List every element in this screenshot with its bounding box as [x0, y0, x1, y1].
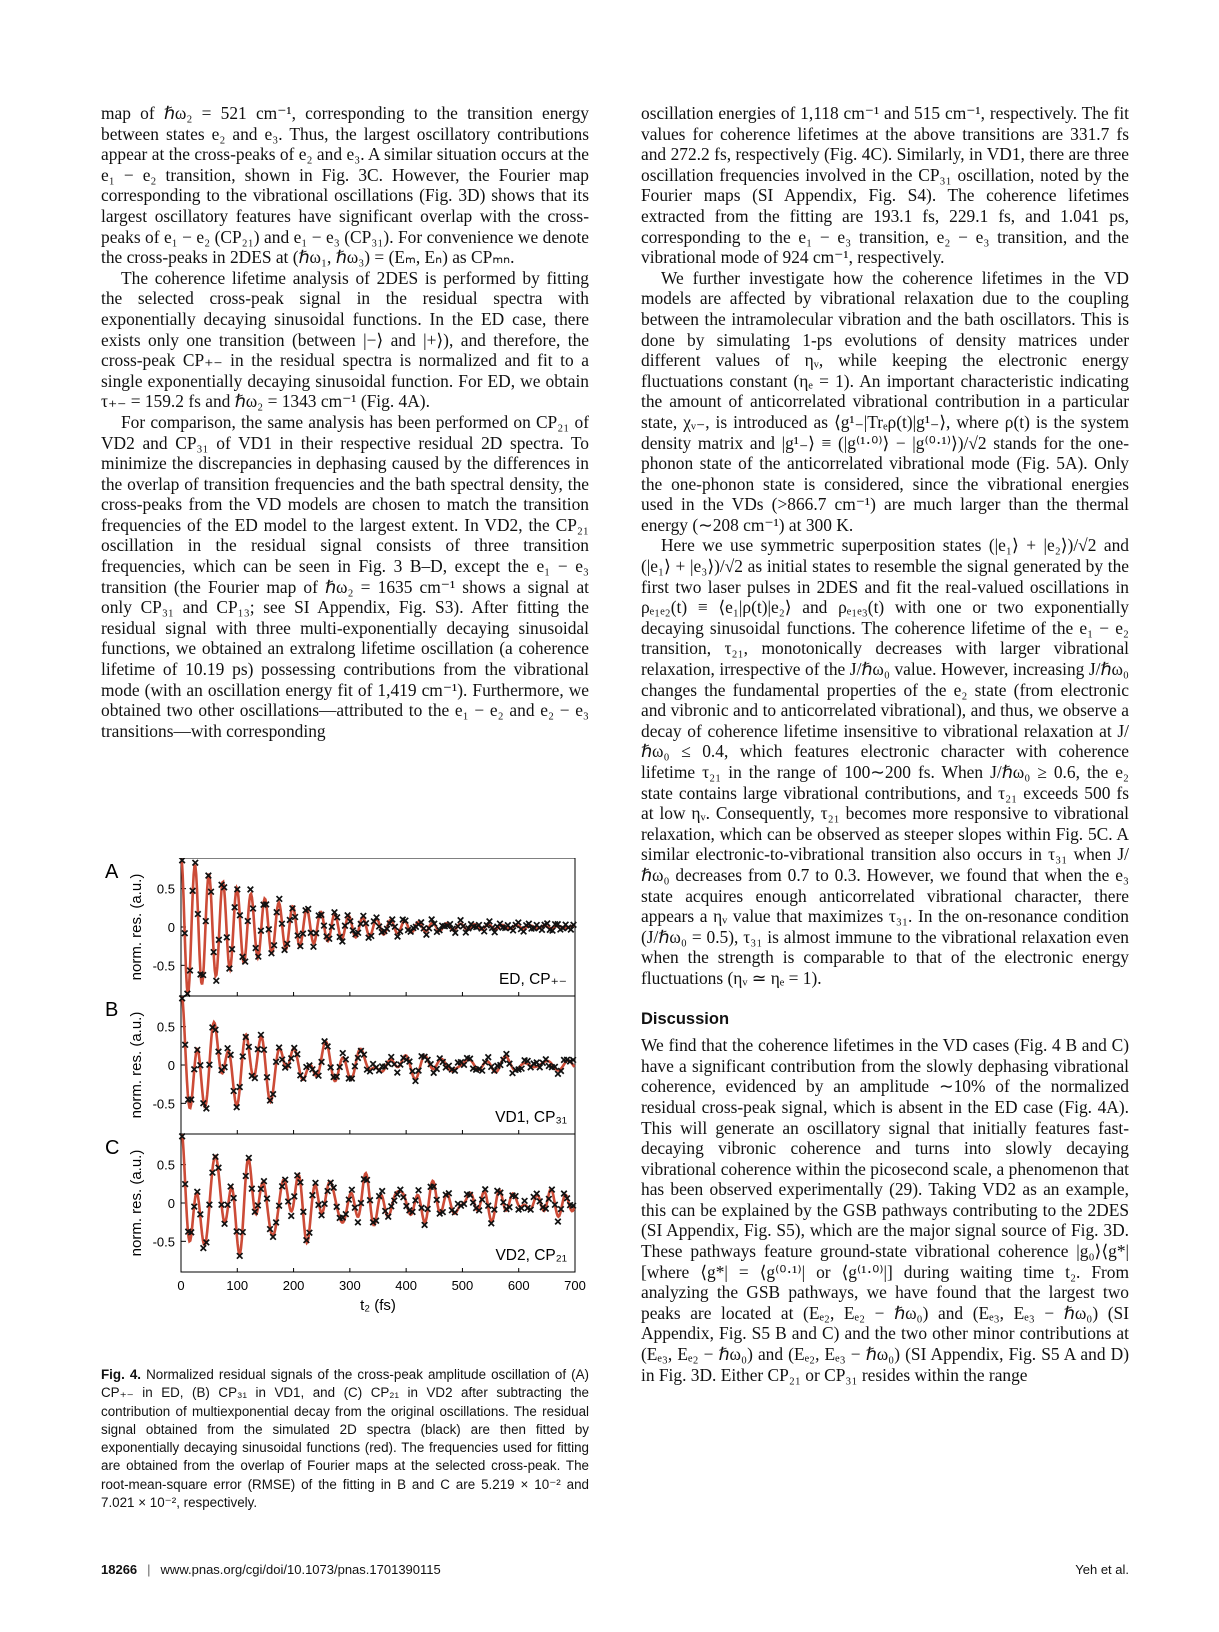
data-point	[349, 1187, 355, 1193]
y-tick-label: 0.5	[156, 881, 175, 897]
x-tick-label: 400	[395, 1278, 417, 1293]
x-tick-label: 500	[451, 1278, 474, 1293]
panel-label: VD1, CP₃₁	[495, 1109, 567, 1126]
data-point	[340, 1050, 346, 1056]
left-column	[101, 103, 589, 823]
y-tick-label: 0.5	[156, 1157, 175, 1173]
doi-link[interactable]: www.pnas.org/cgi/doi/10.1073/pnas.1701390115	[160, 1562, 441, 1577]
y-tick-label: 0	[167, 920, 175, 935]
right-column	[641, 103, 1129, 1385]
x-tick-label: 0	[177, 1278, 185, 1293]
y-tick-label: -0.5	[152, 1234, 175, 1250]
caption-text: Normalized residual signals of the cross-peak amplitude oscillation of (A) CP₊₋ in ED, (B) CP₃₁ in VD1, and (C) CP₂₁ in VD2 after subtracting the contribution of multiexponential decay from the original oscillations. The residual signal obtained from the simulated 2D spectra (black) are then fitted by exponentially decaying sinusoidal functions (red). The frequencies used for fitting are obtained from the overlap of Fourier maps at the selected cross-peak. The root-mean-square error (RMSE) of the fitting in B and C are 5.219 × 10⁻² and 7.021 × 10⁻², respectively.	[101, 1367, 589, 1511]
data-point	[201, 1245, 207, 1251]
panel-label: VD2, CP₂₁	[495, 1247, 567, 1264]
data-point	[555, 1219, 561, 1225]
y-tick-label: 0	[167, 1196, 175, 1211]
page-footer	[101, 1562, 1129, 1577]
panel-a	[105, 858, 576, 997]
data-point	[485, 1054, 491, 1060]
data-point	[379, 1188, 385, 1194]
data-point	[522, 1198, 528, 1204]
data-point	[288, 1213, 294, 1219]
body-paragraph: oscillation energies of 1,118 cm⁻¹ and 515 cm⁻¹, respectively. The fit values for coherence lifetimes at the above transitions are 331.7 fs and 272.2 fs, respectively (Fig. 4C). Similarly, in VD1, there are three oscillation frequencies involved in the CP₃₁ oscillation, noted by the Fourier maps (SI Appendix, Fig. S4). The coherence lifetimes extracted from the fitting are 193.1 fs, 229.1 fs, and 1.041 ps, corresponding to the e₁ − e₃ transition, e₂ − e₃ transition, and the vibrational mode of 924 cm⁻¹, respectively.	[641, 103, 1129, 268]
footer-separator: |	[147, 1562, 151, 1577]
x-tick-label: 300	[339, 1278, 361, 1293]
body-paragraph: For comparison, the same analysis has been performed on CP₂₁ of VD2 and CP₃₁ of VD1 in their respective residual 2D spectra. To minimize the discrepancies in dephasing caused by the differences in the overlap of transition frequencies and the bath spectral density, the cross-peaks from the VD models are chosen to match the transition frequencies of the ED model to the largest extent. In VD2, the CP₂₁ oscillation in the residual signal consists of three transition frequencies, which can be seen in Fig. 3 B–D, except the e₁ − e₃ transition (the Fourier map of ℏω₂ = 1635 cm⁻¹ shows a signal at only CP₃₁ and CP₁₃; see SI Appendix, Fig. S3). After fitting the residual signal with three multi-exponentially decaying sinusoidal functions, we obtained an extralong lifetime oscillation (a coherence lifetime of 10.19 ps) possessing contributions from the vibrational mode (with an oscillation energy fit of 1,419 cm⁻¹). Furthermore, we obtained two other oscillations—attributed to the e₁ − e₂ and e₂ − e₃ transitions—with corresponding	[101, 411, 589, 741]
body-paragraph: We further investigate how the coherence lifetimes in the VD models are affected by vibrational relaxation due to the coupling between the intramolecular vibration and the bath oscillators. This is done by simulating 1-ps evolutions of density matrices under different values of ηᵥ, while keeping the electronic energy fluctuations constant (ηₑ = 1). An important characteristic indicating the amount of anticorrelated vibrational contribution in a particular state, χᵥ₋, is introduced as ⟨g¹₋|Trₑρ(t)|g¹₋⟩, where ρ(t) is the system density matrix and |g¹₋⟩ ≡ (|g⁽¹·⁰⁾⟩ − |g⁽⁰·¹⁾⟩)/√2 stands for the one-phonon state of the anticorrelated vibrational mode (Fig. 5A). Only the one-phonon state is considered, since the vibrational energies used in the VDs (>866.7 cm⁻¹) are much larger than the thermal energy (∼208 cm⁻¹) at 300 K.	[641, 267, 1129, 535]
panel-b	[105, 996, 576, 1135]
x-axis-label: t₂ (fs)	[360, 1297, 396, 1314]
panel-label: ED, CP₊₋	[498, 971, 567, 988]
y-tick-label: 0	[167, 1058, 175, 1073]
x-tick-label: 200	[282, 1278, 305, 1293]
data-point	[395, 1070, 401, 1076]
panel-c	[105, 1134, 576, 1273]
y-tick-label: -0.5	[152, 958, 175, 974]
data-point	[213, 978, 219, 984]
y-axis-label: norm. res. (a.u.)	[128, 873, 145, 981]
running-authors: Yeh et al.	[1075, 1562, 1129, 1577]
body-paragraph: The coherence lifetime analysis of 2DES is performed by fitting the selected cross-peak signal in the residual spectra with exponentially decaying sinusoidal functions. In the ED case, there exists only one transition (between |−⟩ and |+⟩), and therefore, the cross-peak CP₊₋ in the residual spectra is normalized and fit to a single exponentially decaying sinusoidal function. For ED, we obtain τ₊₋ = 159.2 fs and ℏω₂ = 1343 cm⁻¹ (Fig. 4A).	[101, 267, 589, 412]
panel-letter: A	[105, 861, 119, 883]
data-point	[355, 1220, 361, 1226]
x-tick-label: 700	[564, 1278, 586, 1293]
fit-curve	[181, 998, 574, 1109]
body-paragraph: Here we use symmetric superposition states (|e₁⟩ + |e₂⟩)/√2 and (|e₁⟩ + |e₃⟩)/√2 as initial states to resemble the signal generated by the first two laser pulses in 2DES and fit the real-valued oscillations in ρₑ₁ₑ₂(t) ≡ ⟨e₁|ρ(t)|e₂⟩ and ρₑ₁ₑ₃(t) with one or two exponentially decaying sinusoidal functions. The coherence lifetime of the e₁ − e₂ transition, τ₂₁, monotonically decreases with larger vibrational relaxation, irrespective of the J/ℏω₀ value. However, increasing J/ℏω₀ changes the fundamental properties of the e₂ state (from electronic and vibronic and to anticorrelated vibrational), and thus, we observe a decay of coherence lifetime insensitive to vibrational relaxation at J/ℏω₀ ≤ 0.4, which features electronic character with coherence lifetime τ₂₁ in the range of 100∼200 fs. When J/ℏω₀ ≥ 0.6, the e₂ state contains large vibrational contributions, and τ₂₁ exceeds 500 fs at low ηᵥ. Consequently, τ₂₁ becomes more responsive to vibrational relaxation, which can be observed as steeper slopes within Fig. 5C. A similar electronic-to-vibrational transition also occurs in τ₃₁ when J/ℏω₀ decreases from 0.7 to 0.3. However, we found that when the e₃ state acquires enough anticorrelated vibrational character, there appears a ηᵥ value that maximizes τ₃₁. In the on-resonance condition (J/ℏω₀ = 0.5), τ₃₁ is almost immune to the vibrational relaxation even when the strength is comparable to that of the electronic energy fluctuations (ηᵥ ≃ ηₑ = 1).	[641, 535, 1129, 988]
data-markers	[179, 1134, 576, 1259]
data-point	[248, 887, 254, 893]
caption-label: Fig. 4.	[101, 1367, 142, 1382]
x-tick-label: 100	[226, 1278, 249, 1293]
y-tick-label: -0.5	[152, 1096, 175, 1112]
y-axis-label: norm. res. (a.u.)	[128, 1011, 145, 1119]
figure-4	[101, 858, 601, 1358]
body-paragraph: map of ℏω₂ = 521 cm⁻¹, corresponding to the transition energy between states e₂ and e₃. Thus, the largest oscillatory contributions appear at the cross-peaks of e₂ and e₃. A similar situation occurs at the e₁ − e₂ transition, shown in Fig. 3C. However, the Fourier map corresponding to the vibrational oscillations (Fig. 3D) shows that its largest oscillatory features have significant overlap with the cross-peaks of e₁ − e₂ (CP₂₁) and e₁ − e₃ (CP₃₁). For convenience we denote the cross-peaks in 2DES at (ℏω₁, ℏω₃) = (Eₘ, Eₙ) as CPₘₙ.	[101, 103, 589, 268]
figure-4-chart	[101, 858, 601, 1358]
y-axis-label: norm. res. (a.u.)	[128, 1149, 145, 1257]
section-heading-discussion: Discussion	[641, 1009, 730, 1028]
data-point	[416, 1187, 422, 1193]
panel-letter: B	[105, 999, 119, 1021]
data-point	[458, 917, 464, 923]
body-paragraph: We find that the coherence lifetimes in the VD cases (Fig. 4 B and C) have a significant contribution from the slowly dephasing vibrational coherence, evidenced by an amplitude ∼10% of the normalized residual cross-peak signal, which is absent in the ED case (Fig. 4A). This will generate an oscillatory signal that initially features fast-decaying vibronic coherence and turns into slowly decaying vibrational coherence within the picosecond scale, a phenomenon that has been observed experimentally (29). Taking VD2 as an example, this can be explained by the GSB pathways contributing to the 2DES (SI Appendix, Fig. S5), which are the major signal source of Fig. 3D. These pathways feature ground-state vibrational coherence |g₀⟩⟨g*| [where ⟨g*| = ⟨g⁽⁰·¹⁾| or ⟨g⁽¹·⁰⁾|] during waiting time t₂. From analyzing the GSB pathways, we have found that the largest two peaks are located at (Eₑ₂, Eₑ₂ − ℏω₀) and (Eₑ₃, Eₑ₃ − ℏω₀) (SI Appendix, Fig. S5 B and C) and the two other minor contributions at (Eₑ₃, Eₑ₂ − ℏω₀) and (Eₑ₂, Eₑ₃ − ℏω₀) (SI Appendix, Fig. S5 A and D) in Fig. 3D. Either CP₂₁ or CP₃₁ resides within the range	[641, 1035, 1129, 1385]
panel-letter: C	[105, 1137, 120, 1159]
figure-caption	[101, 1366, 589, 1512]
y-tick-label: 0.5	[156, 1019, 175, 1035]
x-tick-label: 600	[507, 1278, 530, 1293]
page-number: 18266	[101, 1562, 138, 1577]
